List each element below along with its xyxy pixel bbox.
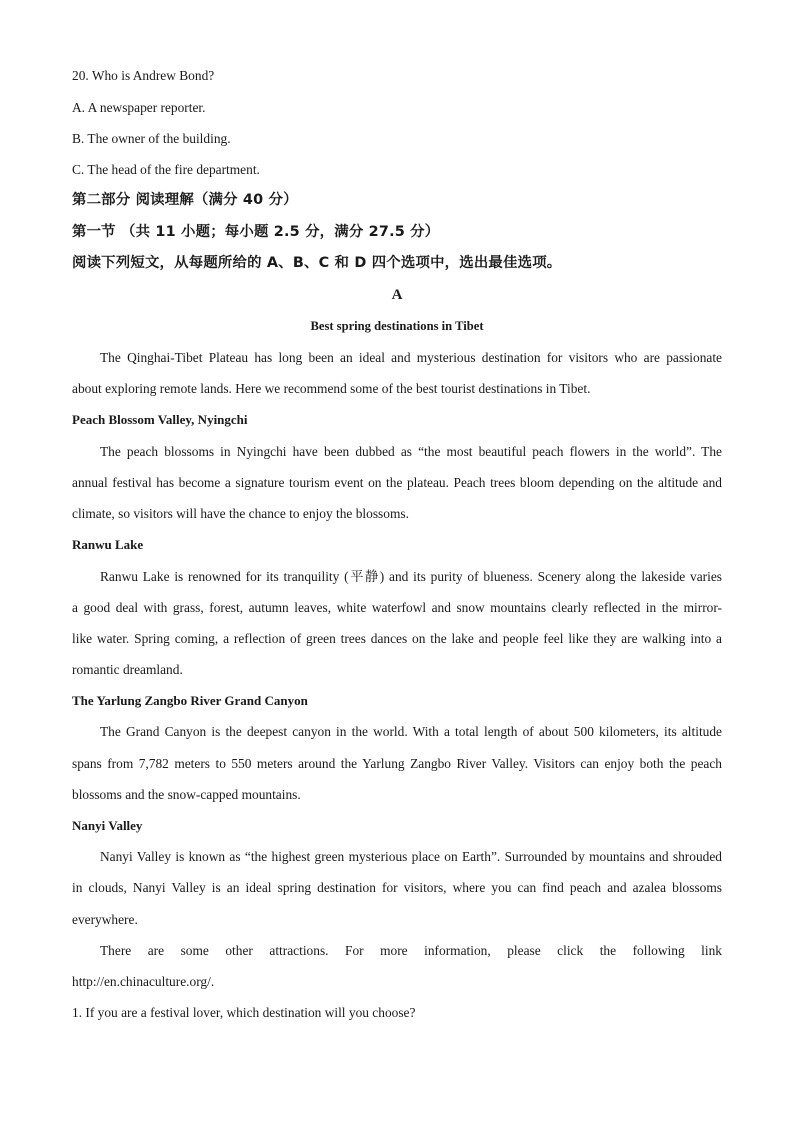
grand-canyon-line-1: The Grand Canyon is the deepest canyon in the world. With a total length of about 500 kilometers, its altitude [100, 724, 722, 739]
question-20-option-c: C. The head of the fire department. [72, 162, 260, 177]
ranwu-lake-line-2: a good deal with grass, forest, autumn leaves, white waterfowl and snow mountains clearly reflected in the mirror- [72, 600, 722, 615]
intro-line-2: about exploring remote lands. Here we recommend some of the best tourist destinations in Tibet. [72, 381, 591, 396]
ranwu-lake-line-4: romantic dreamland. [72, 662, 183, 677]
outro-line-1: There are some other attractions. For more information, please click the following link [100, 943, 722, 958]
peach-valley-line-3: climate, so visitors will have the chance to enjoy the blossoms. [72, 506, 409, 521]
question-20-option-a: A. A newspaper reporter. [72, 100, 206, 115]
destination-heading-ranwu-lake: Ranwu Lake [72, 537, 144, 552]
subsection-title: 第一节 （共 11 小题；每小题 2.5 分，满分 27.5 分） [72, 224, 440, 240]
peach-valley-line-1: The peach blossoms in Nyingchi have been dubbed as “the most beautiful peach flowers in the world”. The [100, 444, 722, 459]
ranwu-lake-line-1: Ranwu Lake is renowned for its tranquility (平静) and its purity of blueness. Scenery along the lakeside varies [100, 569, 722, 584]
question-20-stem: 20. Who is Andrew Bond? [72, 68, 215, 83]
peach-valley-line-2: annual festival has become a signature tourism event on the plateau. Peach trees bloom depending on the altitude and [72, 475, 722, 490]
grand-canyon-line-3: blossoms and the snow-capped mountains. [72, 787, 301, 802]
question-1-stem: 1. If you are a festival lover, which destination will you choose? [72, 1005, 416, 1020]
passage-title: Best spring destinations in Tibet [310, 319, 484, 333]
nanyi-valley-line-2: in clouds, Nanyi Valley is an ideal spring destination for visitors, where you can find peach and azalea blossoms [72, 880, 722, 895]
part-title: 第二部分 阅读理解（满分 40 分） [72, 192, 298, 208]
instructions: 阅读下列短文，从每题所给的 A、B、C 和 D 四个选项中，选出最佳选项。 [72, 255, 562, 271]
ranwu-lake-line-3: like water. Spring coming, a reflection of green trees dances on the lake and people feel like they are walking into a [72, 631, 722, 646]
nanyi-valley-line-3: everywhere. [72, 912, 138, 927]
outro-link[interactable]: http://en.chinaculture.org/. [72, 974, 215, 989]
destination-heading-peach-blossom-valley: Peach Blossom Valley, Nyingchi [72, 412, 248, 427]
passage-label: A [391, 287, 403, 303]
destination-heading-grand-canyon: The Yarlung Zangbo River Grand Canyon [72, 693, 308, 708]
intro-line-1: The Qinghai-Tibet Plateau has long been an ideal and mysterious destination for visitors who are passionate [100, 350, 722, 365]
grand-canyon-line-2: spans from 7,782 meters to 550 meters around the Yarlung Zangbo River Valley. Visitors can enjoy both the peach [72, 756, 722, 771]
question-20-option-b: B. The owner of the building. [72, 131, 231, 146]
destination-heading-nanyi-valley: Nanyi Valley [72, 818, 143, 833]
nanyi-valley-line-1: Nanyi Valley is known as “the highest green mysterious place on Earth”. Surrounded by mountains and shrouded [100, 849, 722, 864]
